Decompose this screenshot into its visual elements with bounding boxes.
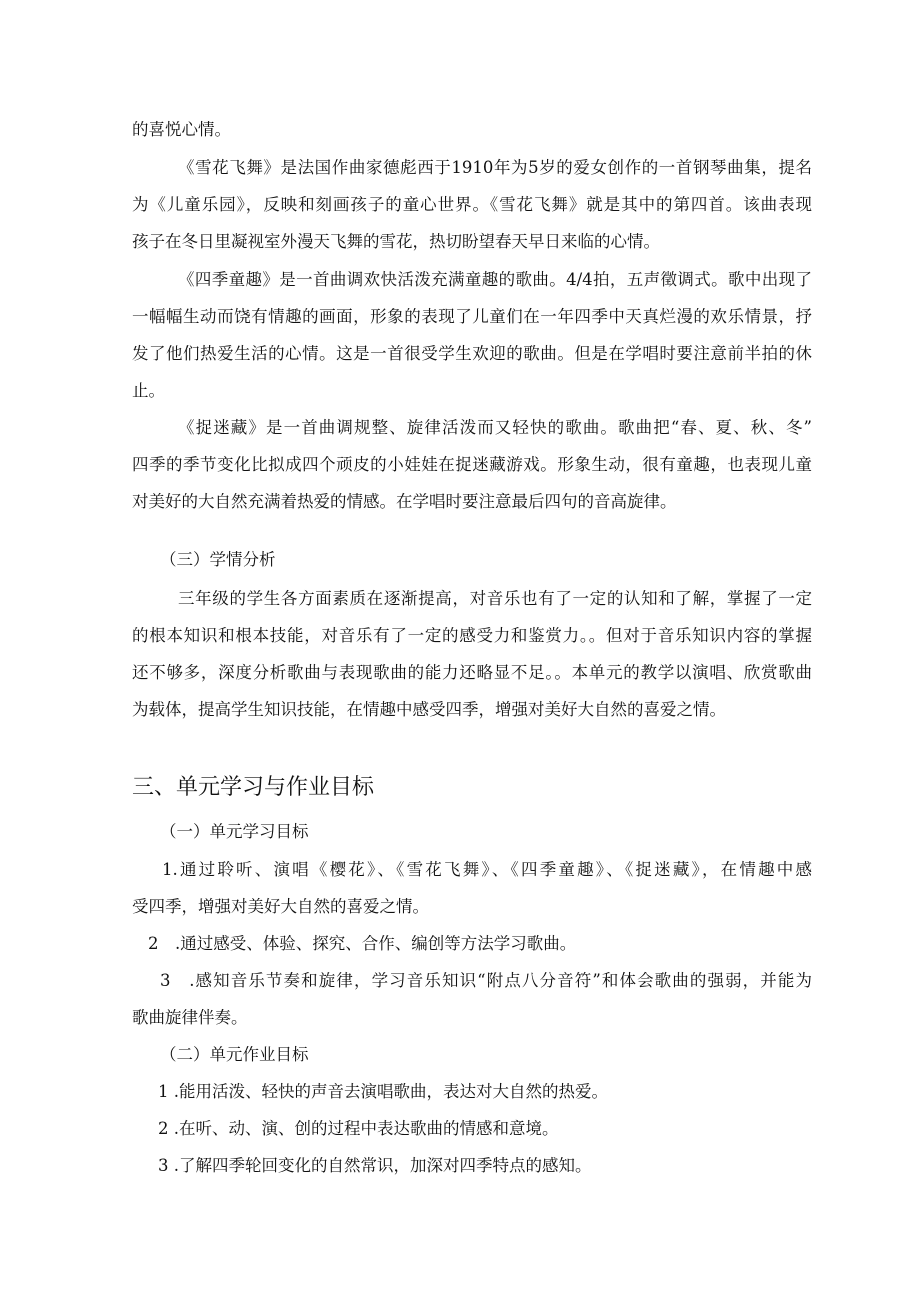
subsection-title: （三）学情分析 bbox=[160, 550, 276, 569]
paragraph-line: 还不够多，深度分析歌曲与表现歌曲的能力还略显不足。。本单元的教学以演唱、欣赏歌曲 bbox=[132, 663, 812, 682]
subsection-title: （二）单元作业目标 bbox=[160, 1045, 309, 1064]
paragraph-line: 一幅幅生动而饶有情趣的画面，形象的表现了儿童们在一年四季中天真烂漫的欢乐情景，抒 bbox=[132, 307, 812, 326]
paragraph-line: 止。 bbox=[132, 381, 165, 400]
paragraph-line: 四季的季节变化比拟成四个顽皮的小娃娃在捉迷藏游戏。形象生动，很有童趣，也表现儿童 bbox=[132, 455, 812, 474]
paragraph-line: 孩子在冬日里凝视室外漫天飞舞的雪花，热切盼望春天早日来临的心情。 bbox=[132, 232, 660, 251]
paragraph-line: 的根本知识和根本技能，对音乐有了一定的感受力和鉴赏力。。但对于音乐知识内容的掌握 bbox=[132, 626, 812, 645]
goal-line: 1 .能用活泼、轻快的声音去演唱歌曲，表达对大自然的热爱。 bbox=[158, 1082, 608, 1101]
goal-line: 歌曲旋律伴奏。 bbox=[132, 1008, 248, 1027]
paragraph-line: 为载体，提高学生知识技能，在情趣中感受四季，增强对美好大自然的喜爱之情。 bbox=[132, 700, 726, 719]
paragraph-line: 的喜悦心情。 bbox=[132, 120, 231, 139]
goal-line: 2 .通过感受、体验、探究、合作、编创等方法学习歌曲。 bbox=[148, 934, 577, 953]
goal-line: 受四季，增强对美好大自然的喜爱之情。 bbox=[132, 897, 429, 916]
goal-line: 3 .感知音乐节奏和旋律，学习音乐知识“附点八分音符”和体会歌曲的强弱，并能为 bbox=[160, 971, 812, 990]
goal-line: 1.通过聆听、演唱《樱花》、《雪花飞舞》、《四季童趣》、《捉迷藏》，在情趣中感 bbox=[162, 860, 812, 879]
paragraph-line: 三年级的学生各方面素质在逐渐提高，对音乐也有了一定的认知和了解，掌握了一定 bbox=[178, 589, 812, 608]
goal-line: 3 .了解四季轮回变化的自然常识，加深对四季特点的感知。 bbox=[158, 1156, 592, 1175]
paragraph-line: 对美好的大自然充满着热爱的情感。在学唱时要注意最后四句的音高旋律。 bbox=[132, 492, 677, 511]
paragraph-line: 为《儿童乐园》，反映和刻画孩子的童心世界。《雪花飞舞》就是其中的第四首。该曲表现 bbox=[132, 195, 812, 214]
paragraph-line: 发了他们热爱生活的心情。这是一首很受学生欢迎的歌曲。但是在学唱时要注意前半拍的休 bbox=[132, 344, 812, 363]
goal-line: 2 .在听、动、演、创的过程中表达歌曲的情感和意境。 bbox=[158, 1119, 559, 1138]
section-heading: 三、单元学习与作业目标 bbox=[132, 775, 375, 800]
paragraph-line: 《雪花飞舞》是法国作曲家德彪西于1910年为5岁的爱女创作的一首钢琴曲集，提名 bbox=[178, 158, 812, 177]
subsection-title: （一）单元学习目标 bbox=[160, 822, 309, 841]
paragraph-line: 《捉迷藏》是一首曲调规整、旋律活泼而又轻快的歌曲。歌曲把“春、夏、秋、冬” bbox=[178, 418, 812, 437]
paragraph-line: 《四季童趣》是一首曲调欢快活泼充满童趣的歌曲。4/4拍，五声徵调式。歌中出现了 bbox=[178, 270, 812, 289]
